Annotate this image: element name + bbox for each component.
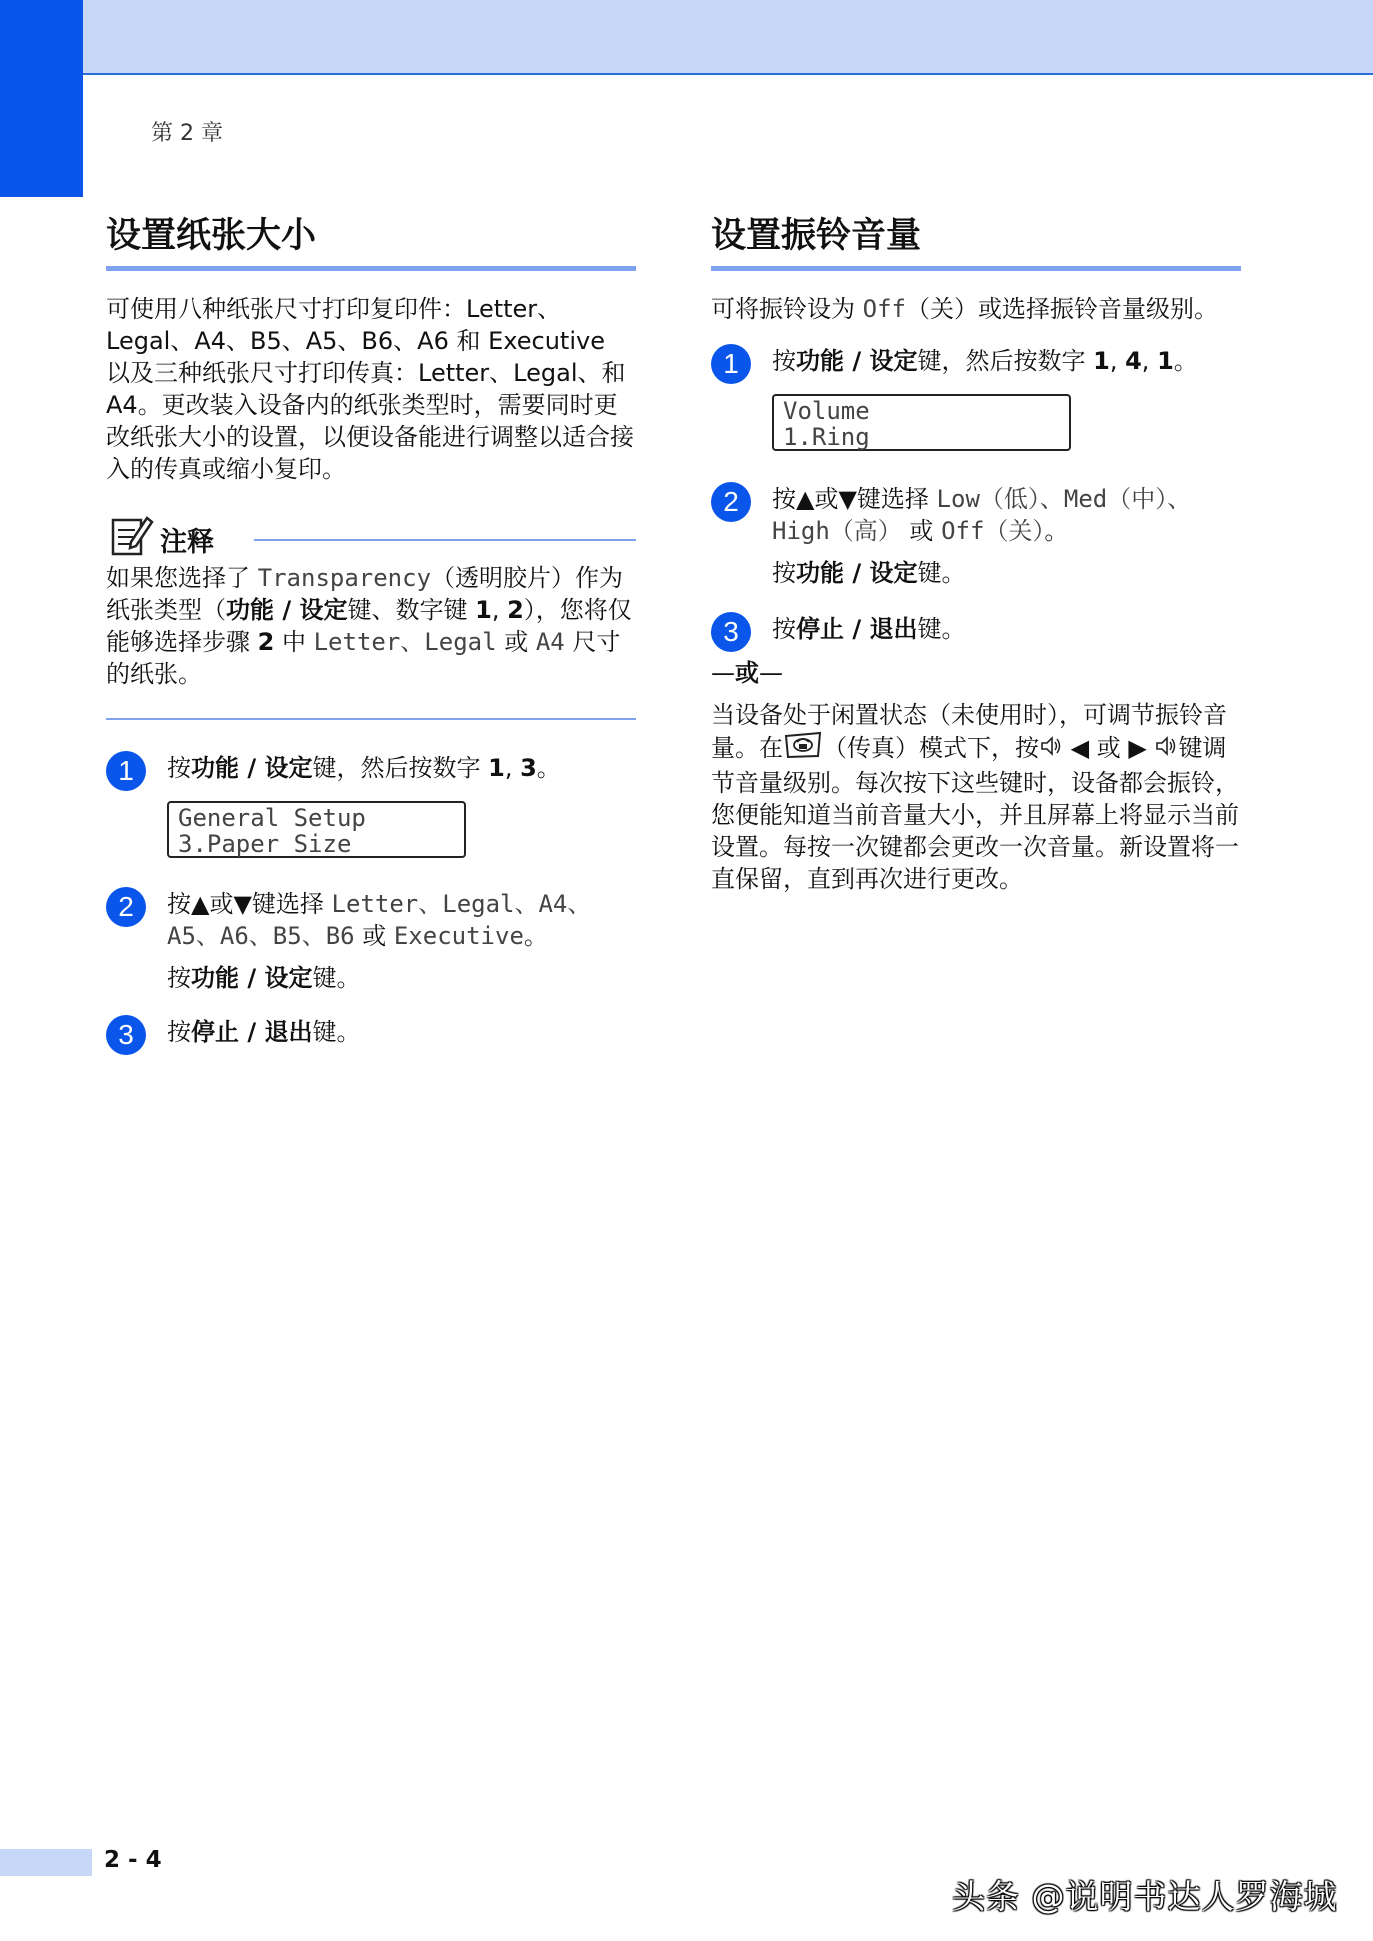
step-sub-instruction: [167, 962, 636, 994]
step-text: 按: [167, 964, 191, 992]
note-text: （透明胶片）作为纸张类型（: [106, 564, 624, 624]
note-title: 注释: [160, 527, 214, 558]
idle-text: 当设备处于闲置状态（未使用时），可调节振铃音量。在: [711, 701, 1227, 762]
lcd-line-2: 3.Paper Size: [178, 830, 352, 858]
step-instruction: [772, 345, 1241, 377]
fax-key-icon: [783, 731, 823, 767]
arrow-keys-text: ◀ 或 ▶: [1063, 734, 1155, 762]
step-text: ,: [1109, 347, 1126, 375]
key-function: 功能 / 设定: [796, 347, 918, 375]
step-text: 键，然后按数字: [917, 347, 1094, 375]
intro-text: 可将振铃设为: [711, 295, 863, 323]
footer-bar: [0, 1849, 92, 1876]
lcd-line-2: 1.Ring: [783, 423, 870, 451]
step-text: 。: [536, 754, 561, 782]
key-digit: 3: [520, 754, 537, 782]
step-text: 。: [523, 922, 548, 950]
left-section-title: 设置纸张大小: [106, 216, 317, 256]
step-text: 键，然后按数字: [312, 754, 489, 782]
step-text: 按▲或▼键选择: [167, 890, 332, 918]
or-dash: —: [759, 659, 783, 687]
right-intro-paragraph: [711, 293, 1241, 325]
step-text: 按: [772, 615, 796, 643]
right-section-title: 设置振铃音量: [711, 216, 922, 256]
code-off: Off: [862, 295, 906, 323]
lcd-line-1: Volume: [783, 397, 870, 425]
right-title-rule: [711, 266, 1241, 271]
volume-options: Low（低）、Med（中）、High（高）: [772, 485, 1192, 545]
or-separator: [711, 657, 1241, 689]
header-band: [0, 0, 1373, 75]
watermark: 头条 @说明书达人罗海城: [952, 1877, 1338, 1916]
key-stop-exit: 停止 / 退出: [191, 1018, 313, 1046]
step-instruction: [167, 888, 636, 952]
key-stop-exit: 停止 / 退出: [796, 615, 918, 643]
step-text: ,: [1141, 347, 1158, 375]
right-column: [711, 212, 1241, 895]
left-title-rule: [106, 266, 636, 271]
note-header: [106, 512, 636, 558]
note-text: 如果您选择了: [106, 564, 258, 592]
step-number-badge: 1: [711, 344, 751, 384]
step-number-badge: 3: [106, 1015, 146, 1055]
key-digit: 4: [1125, 347, 1142, 375]
step-text: 按: [167, 754, 191, 782]
paper-size-options: Letter、Legal、A4、A5、A6、B5、B6: [167, 890, 592, 950]
speaker-icon: [1154, 733, 1178, 765]
note-text: 尺寸的纸张。: [106, 628, 621, 688]
or-dash: —: [711, 659, 735, 687]
lcd-line-1: General Setup: [178, 804, 366, 832]
step-instruction: [772, 483, 1241, 547]
chapter-side-tab: [0, 0, 83, 197]
key-digit: 1: [488, 754, 505, 782]
note-pencil-icon: [109, 512, 155, 562]
key-function: 功能 / 设定: [796, 559, 918, 587]
paper-size-executive: Executive: [393, 922, 524, 950]
note-end-rule: [106, 718, 636, 720]
step-text: 键。: [312, 1018, 361, 1046]
note-rule: [254, 539, 636, 541]
idle-volume-paragraph: [711, 699, 1241, 895]
step-text: 或: [901, 517, 942, 545]
step-text: 。: [1044, 517, 1069, 545]
step-instruction: [167, 1016, 636, 1048]
left-column: [106, 212, 636, 1048]
note-text: 键、数字键: [347, 596, 476, 624]
step-number-badge: 2: [711, 482, 751, 522]
note-code-a4: A4: [535, 628, 565, 656]
note-text: ），您将仅能够选择步骤: [106, 596, 632, 656]
lcd-display: [167, 801, 466, 858]
step-sub-instruction: [772, 557, 1241, 589]
right-step-3: [711, 613, 1241, 645]
step-text: 。: [1173, 347, 1198, 375]
step-text: 按: [772, 347, 796, 375]
step-number-badge: 2: [106, 887, 146, 927]
intro-text: （关）或选择振铃音量级别。: [906, 295, 1218, 323]
step-instruction: [772, 613, 1241, 645]
left-intro-paragraph: 可使用八种纸张尺寸打印复印件：Letter、Legal、A4、B5、A5、B6、A6 和 Executive 以及三种纸张尺寸打印传真：Letter、Legal、和 A4。更改装入设备内的纸张类型时，需要同时更改纸张大小的设置，以便设备能进行调整以适合接入的传真或缩小复印。: [106, 295, 634, 483]
note-text: 中: [274, 628, 314, 656]
step-number-badge: 3: [711, 612, 751, 652]
note-text: 或: [496, 628, 536, 656]
right-step-2: [711, 483, 1241, 589]
chapter-label: 第 2 章: [151, 121, 223, 146]
idle-text: （传真）模式下，按: [823, 734, 1039, 762]
volume-off: Off（关）: [941, 517, 1045, 545]
step-text: ,: [504, 754, 521, 782]
key-function: 功能 / 设定: [191, 754, 313, 782]
idle-text: 键调节音量级别。每次按下这些键时，设备都会振铃，您便能知道当前音量大小，并且屏幕上将显示当前设置。每按一次键都会更改一次音量。新设置将一直保留，直到再次进行更改。: [711, 734, 1239, 893]
note-key-digit: 1: [475, 596, 492, 624]
note-step-ref: 2: [257, 628, 275, 656]
speaker-icon: [1039, 733, 1063, 765]
left-step-2: [106, 888, 636, 994]
key-function: 功能 / 设定: [191, 964, 313, 992]
or-word: 或: [735, 659, 759, 687]
key-digit: 1: [1093, 347, 1110, 375]
left-step-3: [106, 1016, 636, 1048]
note-body: [106, 562, 636, 690]
step-instruction: [167, 752, 636, 784]
note-text: ,: [491, 596, 508, 624]
lcd-display: [772, 394, 1071, 451]
step-text: 按▲或▼键选择: [772, 485, 937, 513]
note-code-transparency: Transparency: [257, 564, 432, 592]
page-number: 2 - 4: [104, 1847, 162, 1873]
step-text: 按: [772, 559, 796, 587]
step-text: 键。: [917, 559, 966, 587]
step-text: 键。: [312, 964, 361, 992]
note-key-digit: 2: [507, 596, 524, 624]
note-key-function: 功能 / 设定: [226, 596, 348, 624]
right-step-1: [711, 345, 1241, 451]
note-code-sizes: Letter、Legal: [313, 628, 497, 656]
key-digit: 1: [1157, 347, 1174, 375]
step-text: 键。: [917, 615, 966, 643]
step-number-badge: 1: [106, 751, 146, 791]
step-text: 按: [167, 1018, 191, 1046]
step-text: 或: [354, 922, 394, 950]
left-step-1: [106, 752, 636, 858]
